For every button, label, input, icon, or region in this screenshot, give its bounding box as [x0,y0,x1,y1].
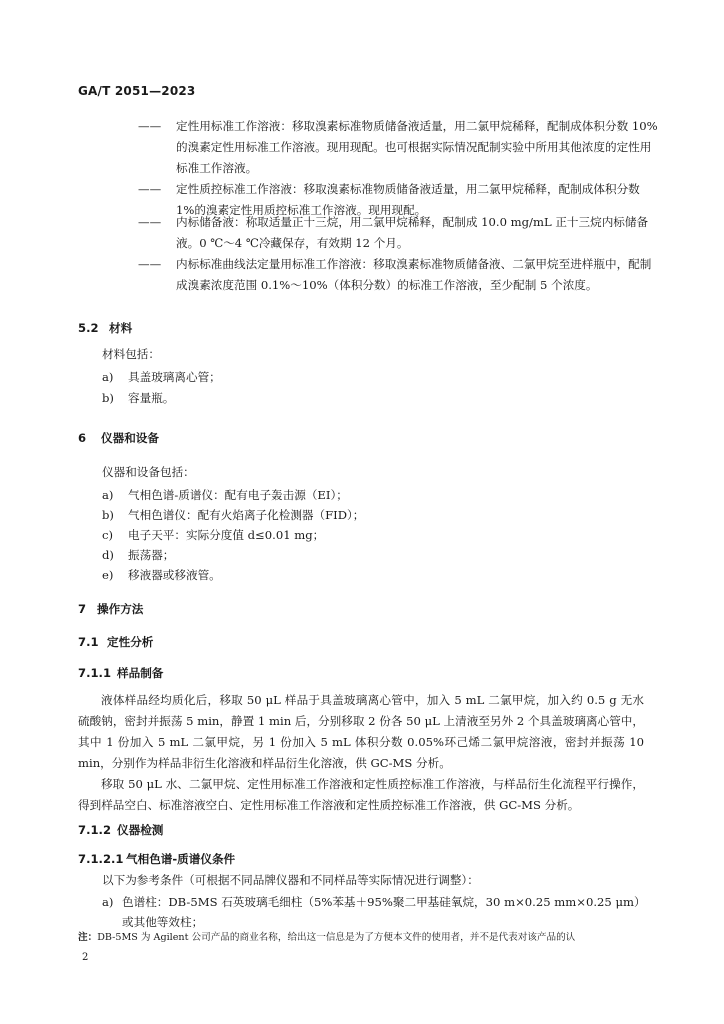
dash-item-calibration-standard [138,254,658,296]
dash-item-text: 定性用标准工作溶液：移取溴素标准物质储备液适量，用二氯甲烷稀释，配制成体积分数 10%的溴素定性用标准工作溶液。现用现配。也可根据实际情况配制实验中所用其他浓度的定性用标准工作溶液。 [176,119,658,175]
dash-lead: —— [138,215,162,229]
section-title: 气相色谱-质谱仪条件 [126,852,236,866]
list-item-text: 气相色谱仪：配有火焰离子化检测器（FID）； [128,508,365,522]
list-item [102,505,364,525]
list-item [102,367,221,387]
section-number: 7.1.2 [78,823,112,837]
section-number: 7.1 [78,635,99,649]
section-title: 材料 [109,321,133,335]
list-item [102,388,174,408]
section-7-heading [78,601,143,617]
list-marker: d) [102,548,114,562]
list-item-text: 电子天平：实际分度值 d≤0.01 mg； [128,528,325,542]
section-title: 样品制备 [117,666,164,680]
section-number: 7.1.1 [78,666,112,680]
section-6-intro: 仪器和设备包括： [102,465,195,479]
section-number: 6 [78,431,87,445]
dash-lead: —— [138,182,162,196]
conditions-intro: 以下为参考条件（可根据不同品牌仪器和不同样品等实际情况进行调整）： [102,873,479,887]
list-item [102,485,348,505]
section-7-1-2-heading [78,822,163,838]
section-7-1-2-1-heading [78,851,235,867]
list-item [102,892,642,932]
list-item-text: 振荡器； [128,548,175,562]
dash-item-internal-standard [138,212,658,254]
list-item [102,565,221,585]
footnote [78,931,644,945]
list-item [102,525,324,545]
section-title: 操作方法 [97,602,144,616]
dash-item-qualitative-standard [138,116,658,179]
dash-lead: —— [138,257,162,271]
list-marker: a) [102,895,114,909]
list-item-text: 容量瓶。 [128,391,175,405]
page-number: 2 [82,952,89,963]
list-marker: e) [102,568,114,582]
list-item-text: 色谱柱：DB-5MS 石英玻璃毛细柱（5%苯基＋95%聚二甲基硅氧烷，30 m×0.25 mm×0.25 μm）或其他等效柱； [122,895,640,929]
list-marker: a) [102,488,114,502]
section-title: 仪器和设备 [101,431,159,445]
list-marker: b) [102,508,114,522]
section-number: 5.2 [78,321,99,335]
list-marker: a) [102,370,114,384]
list-item-text: 具盖玻璃离心管； [128,370,221,384]
dash-item-text: 内标标准曲线法定量用标准工作溶液：移取溴素标准物质储备液、二氯甲烷至进样瓶中，配制成溴素浓度范围 0.1%～10%（体积分数）的标准工作溶液，至少配制 5 个浓度。 [176,257,652,292]
dash-item-text: 内标储备液：称取适量正十三烷，用二氯甲烷稀释，配制成 10.0 mg/mL 正十三烷内标储备液。0 ℃～4 ℃冷藏保存，有效期 12 个月。 [176,215,649,250]
note-label: 注： [78,932,98,943]
list-item [102,545,174,565]
section-6-heading [78,430,159,446]
section-title: 仪器检测 [117,823,164,837]
list-marker: b) [102,391,114,405]
sample-prep-paragraph: 液体样品经均质化后，移取 50 μL 样品于具盖玻璃离心管中，加入 5 mL 二氯甲烷，加入约 0.5 g 无水硫酸钠，密封并振荡 5 min，静置 1 min 后，分别移取 2 份各 50 μL 上清液至另外 2 个具盖玻璃离心管中，其中 1 份加入 5 mL 二氯甲烷，另 1 份加入 5 mL 体积分数 0.05%环己烯二氯甲烷溶液，密封并振荡 10 min，分别作为样品非衍生化溶液和样品衍生化溶液，供 GC-MS 分析。 [78,693,644,770]
section-7-1-heading [78,634,153,650]
section-7-1-1-heading [78,665,163,681]
list-marker: c) [102,528,114,542]
list-item-text: 移液器或移液管。 [128,568,221,582]
dash-lead: —— [138,119,162,133]
sample-prep-paragraph: 移取 50 μL 水、二氯甲烷、定性用标准工作溶液和定性质控标准工作溶液，与样品衍生化流程平行操作，得到样品空白、标准溶液空白、定性用标准工作溶液和定性质控标准工作溶液，供 GC-MS 分析。 [78,777,644,812]
section-number: 7.1.2.1 [78,852,124,866]
section-number: 7 [78,602,87,616]
note-text: DB-5MS 为 Agilent 公司产品的商业名称，给出这一信息是为了方便本文件的使用者，并不是代表对该产品的认 [97,932,576,943]
list-item-text: 气相色谱-质谱仪：配有电子轰击源（EI）； [128,488,348,502]
dash-item-text: 定性质控标准工作溶液：移取溴素标准物质储备液适量，用二氯甲烷稀释，配制成体积分数 1%的溴素定性用质控标准工作溶液。现用现配。 [176,182,640,217]
section-title: 定性分析 [107,635,154,649]
document-id-header: GA/T 2051—2023 [78,84,196,98]
section-5-2-intro: 材料包括： [102,347,160,361]
section-5-2-heading [78,320,132,336]
